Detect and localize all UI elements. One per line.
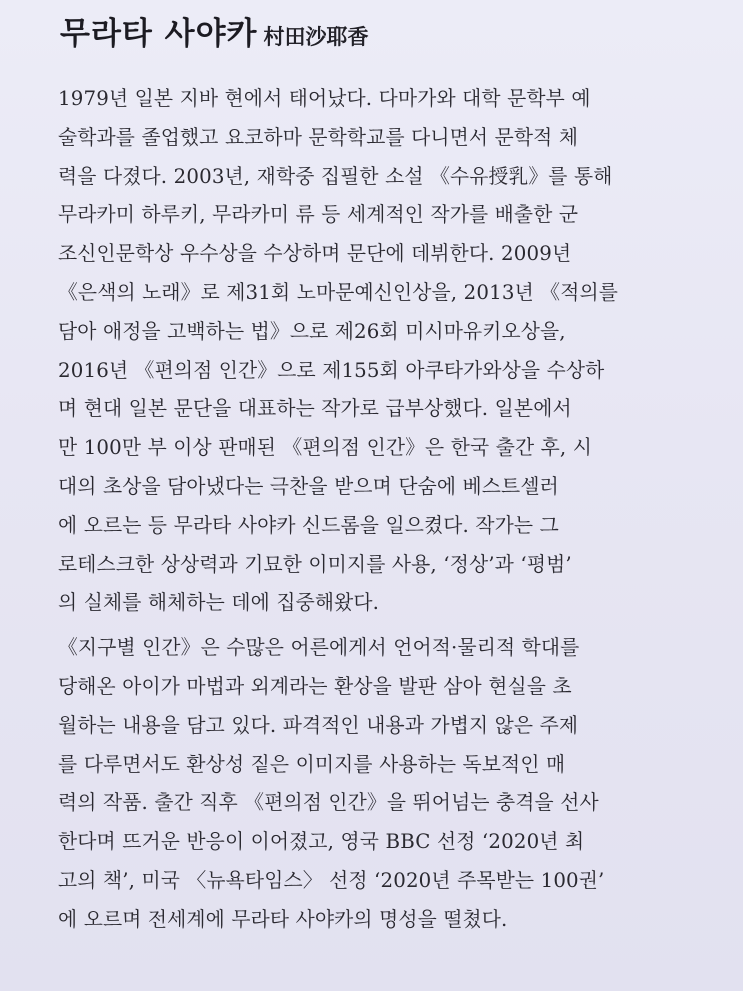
bio-line: 월하는 내용을 담고 있다. 파격적인 내용과 가볍지 않은 주제 — [58, 713, 579, 737]
bio-paragraph-1 — [58, 80, 718, 623]
bio-line: 고의 책’, 미국 〈뉴욕타임스〉 선정 ‘2020년 주목받는 100권’ — [58, 868, 605, 892]
bio-line: 술학과를 졸업했고 요코하마 문학학교를 다니면서 문학적 체 — [58, 125, 579, 149]
bio-line: 무라카미 하루키, 무라카미 류 등 세계적인 작가를 배출한 군 — [58, 203, 579, 227]
bio-line: 력을 다졌다. 2003년, 재학중 집필한 소설 《수유授乳》를 통해 — [58, 164, 613, 188]
bio-line: 당해온 아이가 마법과 외계라는 환상을 발판 삼아 현실을 초 — [58, 674, 572, 698]
bio-line: 에 오르는 등 무라타 사야카 신드롬을 일으켰다. 작가는 그 — [58, 513, 559, 537]
bio-paragraph-2 — [58, 629, 718, 939]
bio-line: 《지구별 인간》은 수많은 어른에게서 언어적·물리적 학대를 — [58, 636, 580, 660]
bio-line: 를 다루면서도 환상성 짙은 이미지를 사용하는 독보적인 매 — [58, 752, 566, 776]
bio-line: 조신인문학상 우수상을 수상하며 문단에 데뷔한다. 2009년 — [58, 242, 572, 266]
bio-line: 한다며 뜨거운 반응이 이어졌고, 영국 BBC 선정 ‘2020년 최 — [58, 830, 585, 854]
bio-line: 대의 초상을 담아냈다는 극찬을 받으며 단숨에 베스트셀러 — [58, 474, 559, 498]
bio-line: 담아 애정을 고백하는 법》으로 제26회 미시마유키오상을, — [58, 319, 566, 343]
bio-line: 며 현대 일본 문단을 대표하는 작가로 급부상했다. 일본에서 — [58, 397, 572, 421]
bio-line: 1979년 일본 지바 현에서 태어났다. 다마가와 대학 문학부 예 — [58, 87, 591, 110]
author-name: 무라타 사야카 — [60, 16, 258, 52]
author-bio — [58, 80, 718, 940]
bio-line: 만 100만 부 이상 판매된 《편의점 인간》은 한국 출간 후, 시 — [58, 436, 593, 460]
bio-line: 《은색의 노래》로 제31회 노마문예신인상을, 2013년 《적의를 — [58, 280, 619, 304]
bio-line: 의 실체를 해체하는 데에 집중해왔다. — [58, 591, 380, 615]
author-name-hanja: 村田沙耶香 — [263, 24, 369, 49]
bio-line: 력의 작품. 출간 직후 《편의점 인간》을 뛰어넘는 충격을 선사 — [58, 791, 599, 815]
bio-line: 2016년 《편의점 인간》으로 제155회 아쿠타가와상을 수상하 — [58, 358, 605, 382]
bio-line: 에 오르며 전세계에 무라타 사야카의 명성을 떨쳤다. — [58, 907, 508, 931]
author-header — [60, 8, 368, 53]
bio-line: 로테스크한 상상력과 기묘한 이미지를 사용, ‘정상’과 ‘평범’ — [58, 552, 572, 576]
